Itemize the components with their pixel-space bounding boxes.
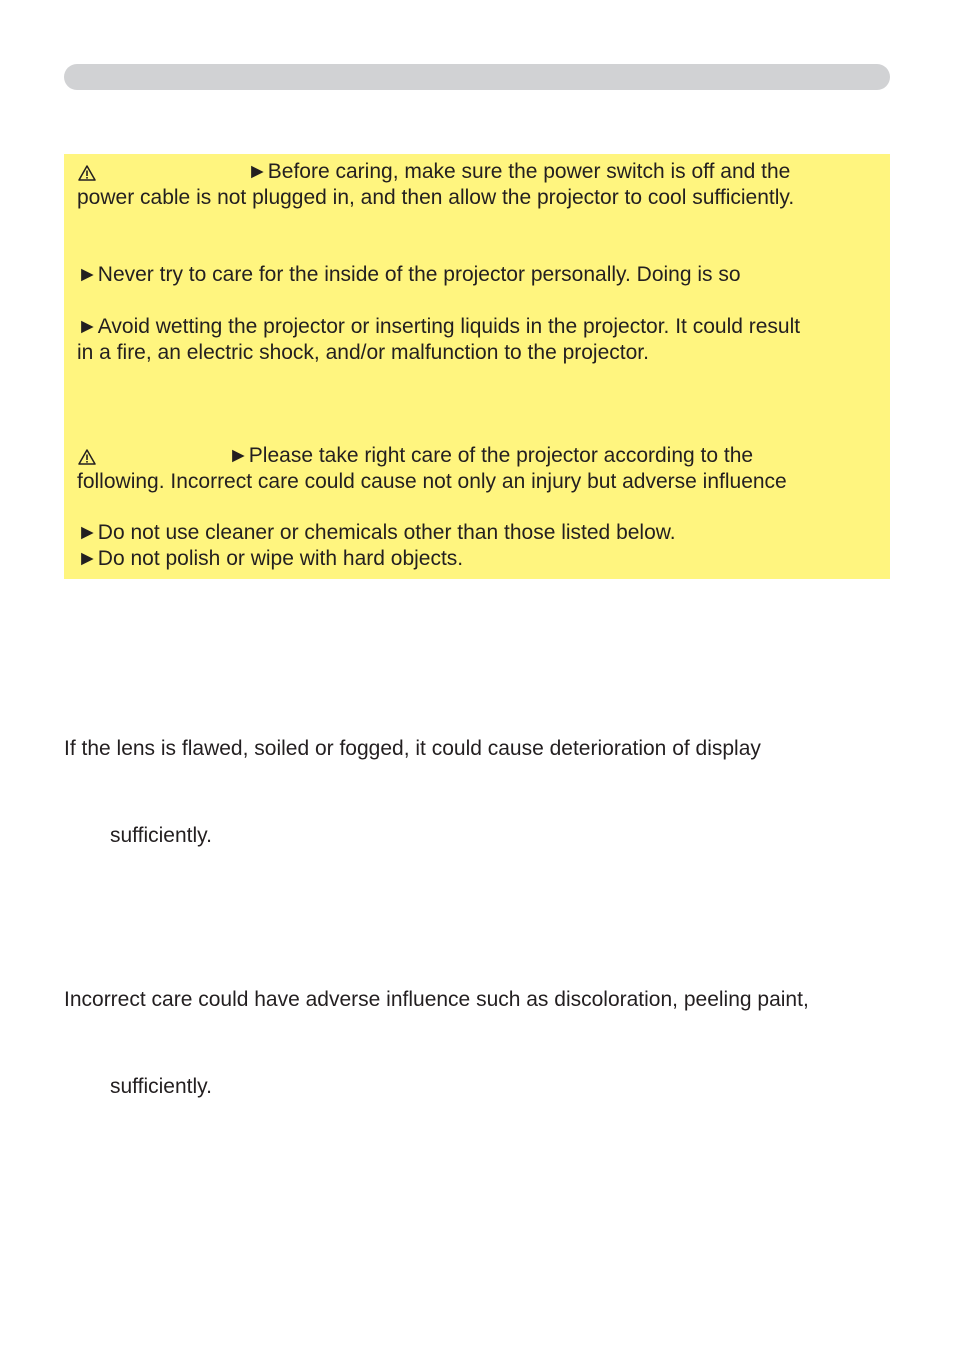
section-header-bar xyxy=(64,64,890,90)
cabinet-intro-text: Incorrect care could have adverse influence such as discoloration, peeling paint, xyxy=(64,988,809,1011)
warning-line-3: ►Never try to care for the inside of the projector personally. Doing is so xyxy=(77,263,741,286)
caution-line-3: ►Do not use cleaner or chemicals other than those listed below. xyxy=(77,521,676,544)
cabinet-step-text: sufficiently. xyxy=(110,1075,212,1098)
warning-line-2: power cable is not plugged in, and then allow the projector to cool sufficiently. xyxy=(77,186,795,209)
warning-line-4: ►Avoid wetting the projector or inserting liquids in the projector. It could result xyxy=(77,315,801,338)
warning-triangle-icon xyxy=(78,165,96,181)
caution-line-4: ►Do not polish or wipe with hard objects. xyxy=(77,547,464,570)
caution-triangle-icon xyxy=(78,449,96,465)
caution-line-2: following. Incorrect care could cause not only an injury but adverse influence xyxy=(77,470,787,493)
warning-line-1: ►Before caring, make sure the power switch is off and the xyxy=(247,160,791,183)
caution-line-1: ►Please take right care of the projector according to the xyxy=(228,444,754,467)
lens-intro-text: If the lens is flawed, soiled or fogged, it could cause deterioration of display xyxy=(64,737,761,760)
caution-box xyxy=(64,154,890,579)
lens-step-text: sufficiently. xyxy=(110,824,212,847)
warning-line-5: in a fire, an electric shock, and/or malfunction to the projector. xyxy=(77,341,649,364)
